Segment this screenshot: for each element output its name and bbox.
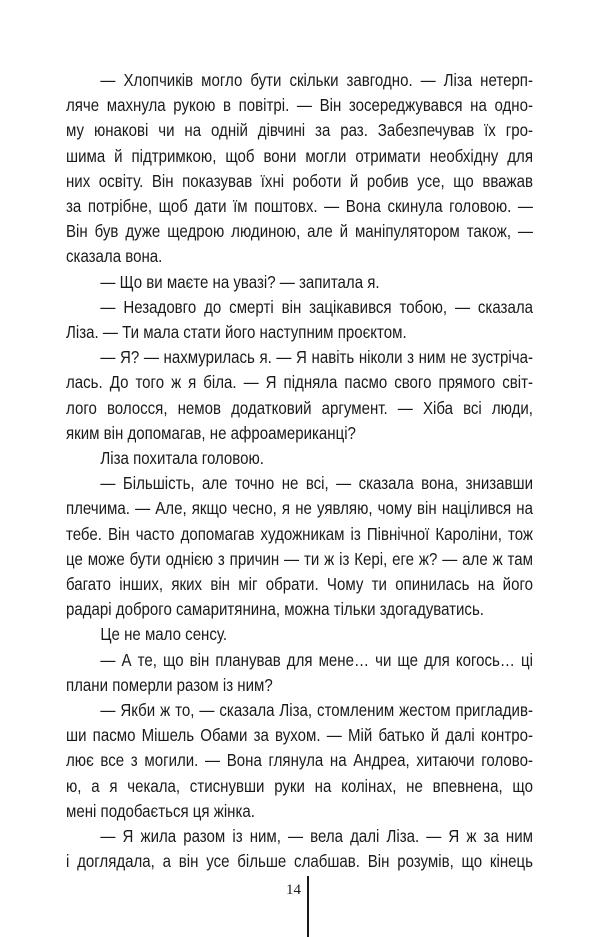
- text-line: них освіту. Він показував їхні роботи й робив усе, що вважав: [66, 170, 533, 191]
- text-line: лює все з могили. — Вона глянула на Андреа, хитаючи голово-: [66, 750, 533, 771]
- text-line: — А те, що він планував для мене… чи ще для когось… ці: [100, 649, 533, 670]
- text-line: плани померли разом із ним?: [66, 674, 273, 695]
- text-line: лого волосся, немов додатковий аргумент. — Хіба всі люди,: [66, 397, 533, 418]
- text-line: — Якби ж то, — сказала Ліза, стомленим жестом пригладив-: [100, 700, 533, 721]
- paragraph: [66, 68, 533, 270]
- paragraph: [66, 295, 533, 345]
- text-line: плечима. — Але, якщо чесно, я не уявляю, чому він націлився на: [66, 498, 533, 519]
- text-line: лась. До того ж я біла. — Я підняла пасмо свого прямого світ-: [66, 372, 533, 393]
- paragraph: [66, 446, 533, 471]
- text-line: багато інших, яких він міг обрати. Чому ти опинилась на його: [66, 574, 533, 595]
- text-line: Він був дуже щедрою людиною, але й маніпулятором також, —: [66, 221, 533, 242]
- text-line: і доглядала, а він усе більше слабшав. Він розумів, що кінець: [66, 851, 533, 872]
- footer-vertical-rule: [307, 876, 309, 937]
- text-line: радарі доброго самаритянина, можна тільки здогадуватись.: [66, 599, 484, 620]
- body-text: [66, 68, 533, 875]
- paragraph: [66, 698, 533, 824]
- text-line: му юнакові чи на одній дівчині за раз. Забезпечував їх гро-: [66, 120, 533, 141]
- text-line: — Я жила разом із ним, — вела далі Ліза. — Я ж за ним: [100, 826, 533, 847]
- text-line: ляче махнула рукою в повітрі. — Він зосереджувався на одно-: [66, 95, 533, 116]
- paragraph: [66, 622, 533, 647]
- paragraph: [66, 471, 533, 622]
- text-line: — Що ви маєте на увазі? — запитала я.: [100, 271, 380, 292]
- text-line: це може бути однією з причин — ти ж із Кері, еге ж? — але ж там: [66, 548, 533, 569]
- text-line: — Хлопчиків могло бути скільки завгодно. — Ліза нетерп-: [100, 70, 533, 90]
- paragraph: [66, 270, 533, 295]
- text-line: сказала вона.: [66, 246, 163, 267]
- text-line: Ліза. — Ти мала стати його наступним проєктом.: [66, 322, 407, 343]
- paragraph: [66, 824, 533, 874]
- text-line: Це не мало сенсу.: [100, 624, 228, 645]
- text-line: тебе. Він часто допомагав художникам із Північної Кароліни, тож: [66, 523, 533, 544]
- text-line: яким він допомагав, не афроамериканці?: [66, 422, 356, 443]
- paragraph: [66, 345, 533, 446]
- text-line: ю, а я чекала, стиснувши руки на колінах, не впевнена, що: [66, 775, 533, 796]
- text-line: ши пасмо Мішель Обами за вухом. — Мій батько й далі контро-: [66, 725, 533, 746]
- text-line: Ліза похитала головою.: [100, 448, 264, 469]
- text-line: за потрібне, щоб дати їм поштовх. — Вона скинула головою. —: [66, 196, 533, 217]
- text-line: — Більшість, але точно не всі, — сказала вона, знизавши: [100, 473, 533, 494]
- text-line: шима й підтримкою, щоб вони могли отримати необхідну для: [66, 145, 533, 166]
- paragraph: [66, 648, 533, 698]
- text-line: — Я? — нахмурилась я. — Я навіть ніколи з ним не зустріча-: [100, 347, 533, 368]
- text-line: — Незадовго до смерті він зацікавився тобою, — сказала: [100, 296, 533, 317]
- page-number: 14: [286, 882, 301, 898]
- page-footer: [0, 876, 600, 937]
- text-line: мені подобається ця жінка.: [66, 800, 255, 821]
